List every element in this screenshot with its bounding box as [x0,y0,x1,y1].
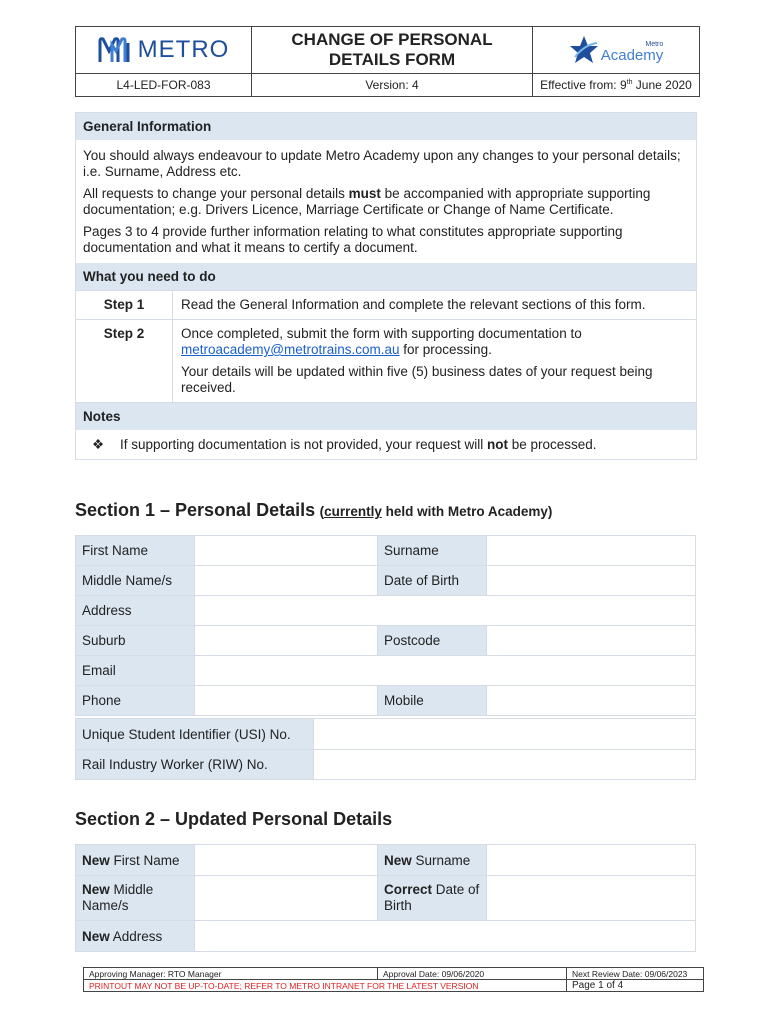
postcode-input[interactable] [487,626,696,656]
middle-name-input[interactable] [195,566,378,596]
riw-input[interactable] [314,750,696,780]
step2-label: Step 2 [76,320,173,403]
surname-input[interactable] [487,536,696,566]
middle-name-label: Middle Name/s [76,566,195,596]
step1-label: Step 1 [76,291,173,320]
next-review-date: Next Review Date: 09/06/2023 [567,968,704,980]
email-link[interactable]: metroacademy@metrotrains.com.au [181,342,400,357]
star-icon [569,35,599,65]
section1-form [75,535,696,716]
address-label: Address [76,596,195,626]
notes-heading: Notes [76,402,696,430]
new-middle-name-label: New Middle Name/s [76,876,195,921]
section1-title: Section 1 – Personal Details (currently held with Metro Academy) [75,500,553,520]
page-number: Page 1 of 4 [567,980,704,992]
mobile-label: Mobile [378,686,487,716]
new-middle-name-input[interactable] [195,876,378,921]
form-title: CHANGE OF PERSONAL DETAILS FORM [252,27,533,74]
academy-logo: Metro Academy [533,27,700,74]
note-item: ❖ If supporting documentation is not provided, your request will not be processed. [92,437,597,452]
step2-text: Once completed, submit the form with supporting documentation to metroacademy@metrotrains.com.au for processing. Your details will be updated within five (5) business dates of your request being received. [173,320,697,403]
dob-input[interactable] [487,566,696,596]
new-surname-input[interactable] [487,845,696,876]
new-surname-label: New Surname [378,845,487,876]
email-input[interactable] [195,656,696,686]
general-p2: All requests to change your personal details must be accompanied with appropriate supporting documentation; e.g. Drivers Licence, Marriage Certificate or Change of Name Certificate. [83,186,651,217]
email-label: Email [76,656,195,686]
version: Version: 4 [252,74,533,97]
riw-label: Rail Industry Worker (RIW) No. [76,750,314,780]
document-footer [83,967,704,992]
approving-manager: Approving Manager: RTO Manager [84,968,378,980]
section2-form [75,844,696,952]
surname-label: Surname [378,536,487,566]
steps-table [76,290,696,402]
phone-input[interactable] [195,686,378,716]
first-name-input[interactable] [195,536,378,566]
general-p1: You should always endeavour to update Metro Academy upon any changes to your personal details; i.e. Surname, Address etc. [83,148,681,179]
approval-date: Approval Date: 09/06/2020 [378,968,567,980]
new-address-label: New Address [76,921,195,952]
general-information [75,112,697,460]
metro-logo-text: METRO [137,36,230,63]
general-p3: Pages 3 to 4 provide further information relating to what constitutes appropriate supporting documentation and what it means to certify a document. [83,224,623,255]
new-first-name-input[interactable] [195,845,378,876]
suburb-input[interactable] [195,626,378,656]
todo-heading: What you need to do [76,263,696,290]
dob-label: Date of Birth [378,566,487,596]
metro-logo [76,27,252,74]
metro-m-icon [98,37,134,63]
effective-date: Effective from: 9th June 2020 [533,74,700,97]
printout-warning: PRINTOUT MAY NOT BE UP-TO-DATE; REFER TO METRO INTRANET FOR THE LATEST VERSION [84,980,567,992]
first-name-label: First Name [76,536,195,566]
correct-dob-input[interactable] [487,876,696,921]
general-heading: General Information [76,113,696,140]
postcode-label: Postcode [378,626,487,656]
document-header [75,26,700,97]
usi-label: Unique Student Identifier (USI) No. [76,719,314,750]
new-first-name-label: New First Name [76,845,195,876]
doc-code: L4-LED-FOR-083 [76,74,252,97]
address-input[interactable] [195,596,696,626]
usi-input[interactable] [314,719,696,750]
step1-text: Read the General Information and complete the relevant sections of this form. [173,291,697,320]
section1-ids [75,718,696,780]
mobile-input[interactable] [487,686,696,716]
suburb-label: Suburb [76,626,195,656]
correct-dob-label: Correct Date of Birth [378,876,487,921]
section2-title: Section 2 – Updated Personal Details [75,809,393,829]
diamond-bullet-icon: ❖ [92,437,105,452]
phone-label: Phone [76,686,195,716]
new-address-input[interactable] [195,921,696,952]
